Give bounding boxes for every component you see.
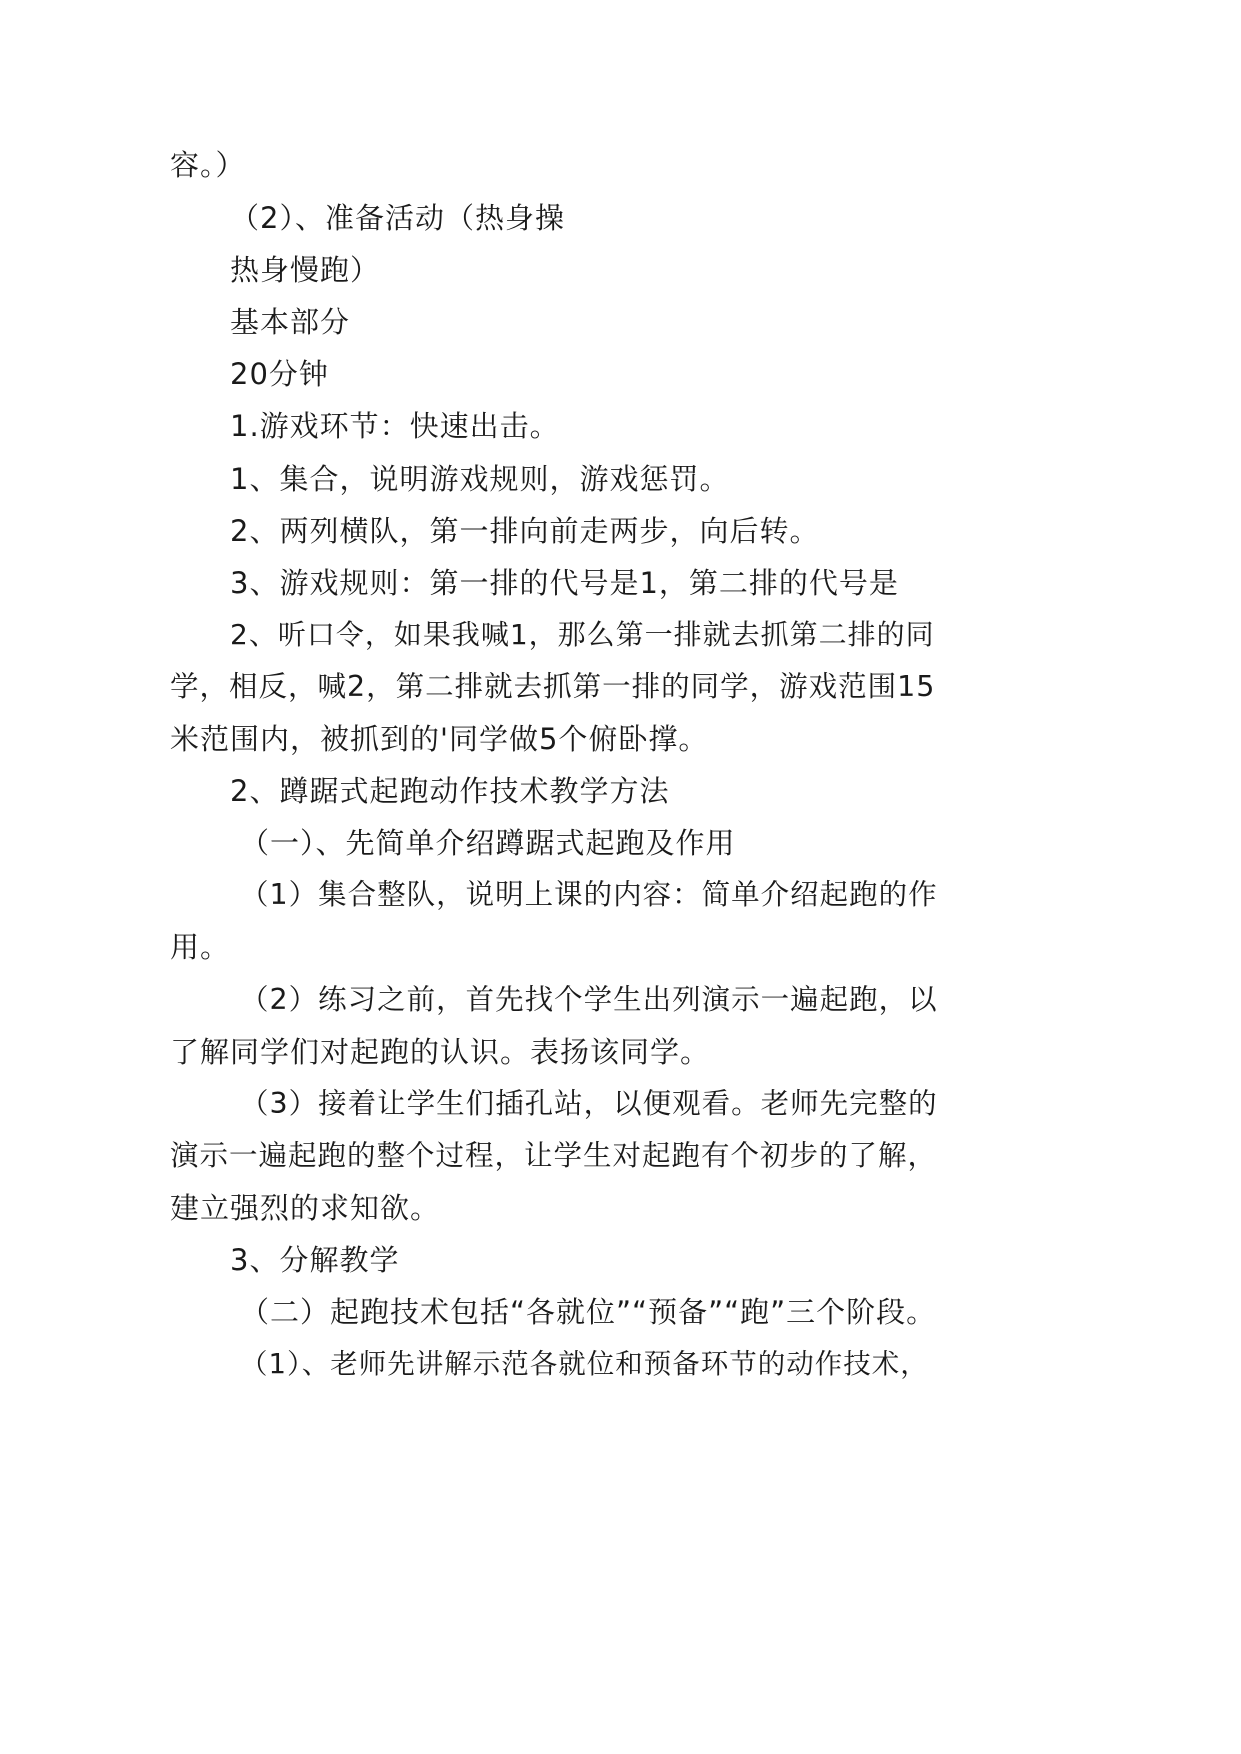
- text-line: 2、听口令，如果我喊1，那么第一排就去抓第二排的同: [230, 618, 935, 651]
- text-line: 建立强烈的求知欲。: [170, 1191, 441, 1225]
- text-line: 学，相反，喊2，第二排就去抓第一排的同学，游戏范围15: [170, 670, 936, 703]
- text-line: （2）练习之前，首先找个学生出列演示一遍起跑，以: [240, 983, 938, 1016]
- text-line: 3、游戏规则：第一排的代号是1，第二排的代号是: [230, 566, 899, 600]
- text-line: （2）、准备活动（热身操: [230, 201, 565, 235]
- text-line: （3）接着让学生们插孔站，以便观看。老师先完整的: [240, 1087, 938, 1120]
- text-line: （二）起跑技术包括“各就位”“预备”“跑”三个阶段。: [240, 1295, 937, 1329]
- text-line: 2、两列横队，第一排向前走两步，向后转。: [230, 514, 820, 548]
- text-line: （一）、先简单介绍蹲踞式起跑及作用: [240, 826, 736, 860]
- text-line: 用。: [170, 930, 231, 964]
- text-line: 2、蹲踞式起跑动作技术教学方法: [230, 774, 670, 808]
- text-line: 了解同学们对起跑的认识。表扬该同学。: [170, 1035, 711, 1069]
- text-line: （1）、老师先讲解示范各就位和预备环节的动作技术，: [240, 1348, 929, 1380]
- text-line: 3、分解教学: [230, 1243, 400, 1277]
- text-line: 20分钟: [230, 357, 329, 391]
- text-line: 容。）: [170, 148, 246, 182]
- text-line: 1.游戏环节：快速出击。: [230, 409, 560, 443]
- text-line: （1）集合整队，说明上课的内容：简单介绍起跑的作: [240, 878, 938, 911]
- text-line: 基本部分: [230, 305, 351, 339]
- text-line: 米范围内，被抓到的'同学做5个俯卧撑。: [170, 722, 709, 756]
- text-line: 演示一遍起跑的整个过程，让学生对起跑有个初步的了解，: [170, 1139, 938, 1172]
- text-line: 1、集合，说明游戏规则，游戏惩罚。: [230, 462, 730, 496]
- text-line: 热身慢跑）: [230, 253, 381, 287]
